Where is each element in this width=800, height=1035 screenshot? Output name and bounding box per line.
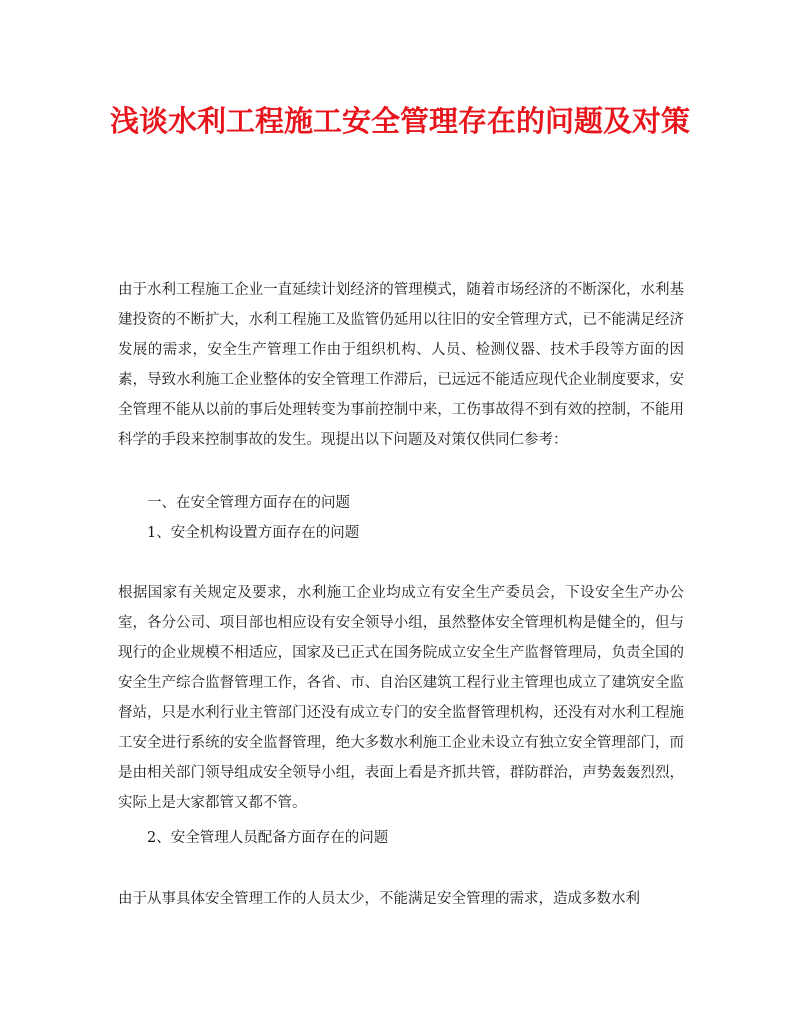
document-title: 浅谈水利工程施工安全管理存在的问题及对策 <box>109 104 690 138</box>
section-heading-1: 一、在安全管理方面存在的问题 <box>147 495 350 511</box>
body-paragraph-3: 由于从事具体安全管理工作的人员太少，不能满足安全管理的需求，造成多数水利 <box>118 891 640 907</box>
intro-paragraph: 由于水利工程施工企业一直延续计划经济的管理模式，随着市场经济的不断深化，水利基建投资的不断扩大，水利工程施工及监管仍延用以往旧的安全管理方式，已不能满足经济发展的需求，安全生产管理工作由于组织机构、人员、检测仪器、技术手段等方面的因素，导致水利施工企业整体的安全管理工作滞后，已远远不能适应现代企业制度要求，安全管理不能从以前的事后处理转变为事前控制中来，工伤事故得不到有效的控制，不能用科学的手段来控制事故的发生。现提出以下问题及对策仅供同仁参考： <box>118 282 684 448</box>
body-paragraph-2: 根据国家有关规定及要求，水利施工企业均成立有安全生产委员会，下设安全生产办公室，各分公司、项目部也相应设有安全领导小组，虽然整体安全管理机构是健全的，但与现行的企业规模不相适应，国家及已正式在国务院成立安全生产监督管理局，负责全国的安全生产综合监督管理工作，各省、市、自治区建筑工程行业主管理也成立了建筑安全监督站，只是水利行业主管部门还没有成立专门的安全监督管理机构，还没有对水利工程施工安全进行系统的安全监督管理，绝大多数水利施工企业未设立有独立安全管理部门，而是由相关部门领导组成安全领导小组，表面上看是齐抓共管，群防群治，声势轰轰烈烈，实际上是大家都管又都不管。 <box>118 585 684 811</box>
subsection-heading-2: 2、安全管理人员配备方面存在的问题 <box>147 830 389 846</box>
subsection-heading-1: 1、安全机构设置方面存在的问题 <box>147 525 360 541</box>
